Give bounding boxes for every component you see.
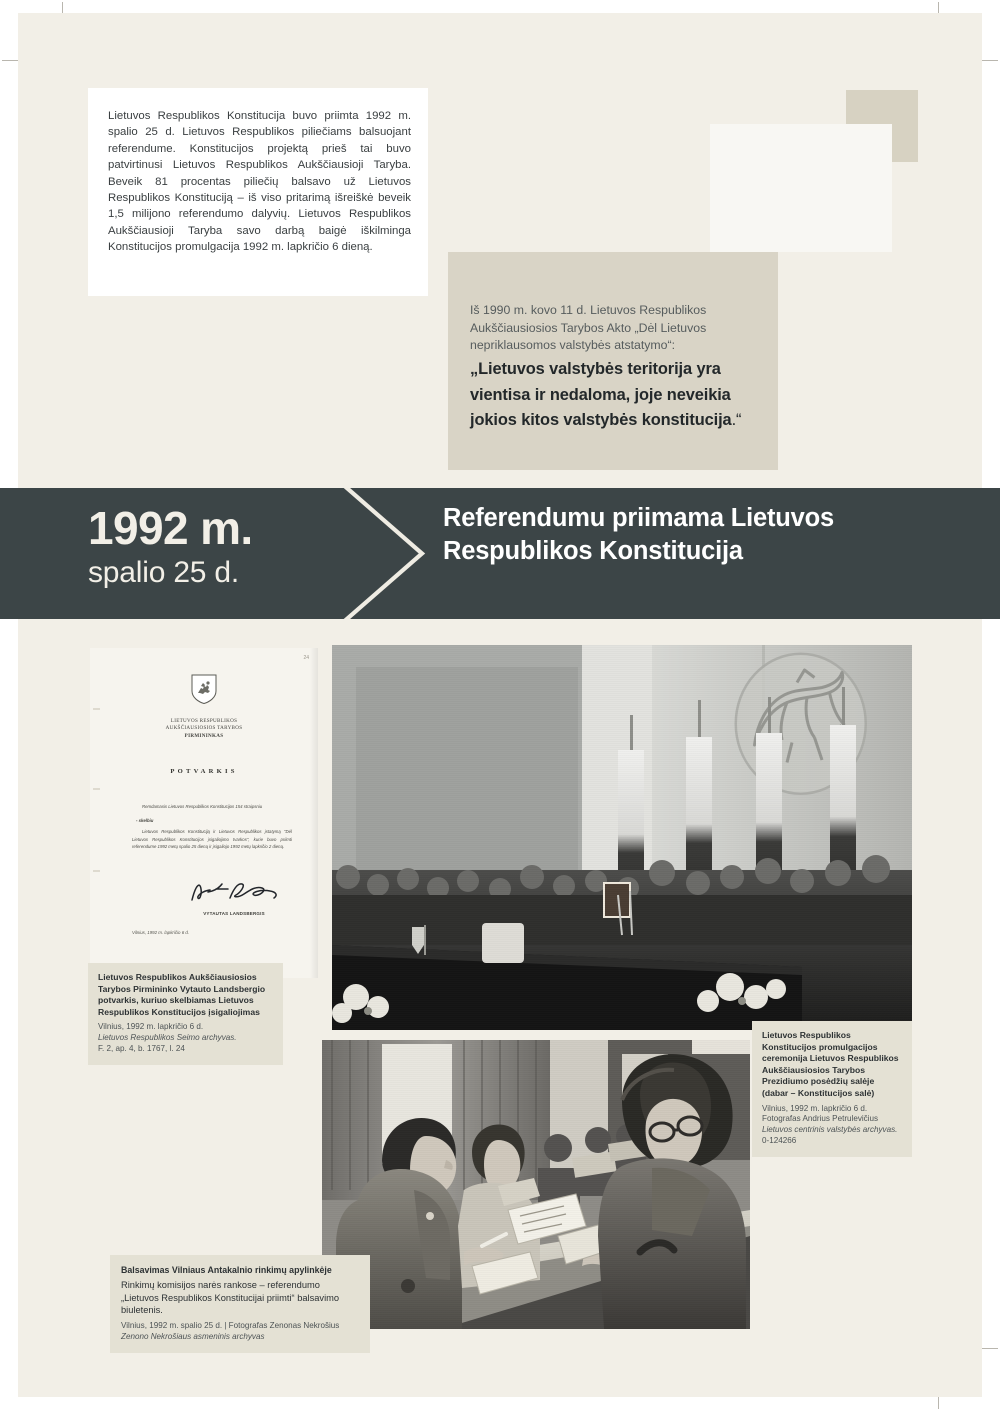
- document-header: [90, 718, 318, 740]
- decorative-square-white: [710, 124, 892, 252]
- caption-ceremony: [752, 1021, 912, 1157]
- document-header-line3: PIRMININKAS: [184, 732, 224, 739]
- coat-of-arms-icon: [191, 674, 217, 704]
- quote-source: Iš 1990 m. kovo 11 d. Lietuvos Respublikos Aukščiausiosios Tarybos Akto „Dėl Lietuvos nepriklausomos valstybės atstatymo“:: [470, 303, 707, 353]
- document-title: POTVARKIS: [170, 768, 238, 775]
- caption-document: [88, 963, 283, 1065]
- document-page-number: 24: [303, 655, 309, 661]
- caption-ceremony-photographer: Fotografas Andrius Petrulevičius: [762, 1114, 879, 1124]
- quote-text-tail: .“: [731, 411, 742, 429]
- caption-document-place-date: Vilnius, 1992 m. lapkričio 6 d.: [98, 1022, 204, 1032]
- quote-text-body: „Lietuvos valstybės teritorija yra vientisa ir nedaloma, joje neveikia jokios kitos valstybės konstitucija: [470, 360, 732, 429]
- caption-voting-archive: Zenono Nekrošiaus asmeninis archyvas: [121, 1331, 265, 1341]
- document-signature-name: VYTAUTAS LANDSBERGIS: [203, 911, 265, 916]
- photo-grain: [332, 645, 912, 1030]
- banner-date: [88, 502, 378, 592]
- document-signature: [174, 880, 294, 916]
- banner-title: Referendumu priimama Lietuvos Respublikos Konstitucija: [443, 504, 834, 565]
- voting-photo: [322, 1040, 750, 1329]
- signature-icon: [186, 880, 282, 906]
- document-header-line1: LIETUVOS RESPUBLIKOS: [170, 718, 238, 724]
- caption-ceremony-archive: Lietuvos centrinis valstybės archyvas.: [762, 1125, 898, 1135]
- caption-voting: [110, 1255, 370, 1353]
- caption-document-title: Lietuvos Respublikos Aukščiausiosios Tarybos Pirmininko Vytauto Landsbergio potvarkis, kuriuo skelbiamas Lietuvos Respublikos Konstitucijos įsigaliojimas: [98, 972, 266, 1017]
- caption-ceremony-place-date: Vilnius, 1992 m. lapkričio 6 d.: [762, 1103, 868, 1113]
- banner-day: spalio 25 d.: [88, 556, 240, 589]
- caption-voting-description: Rinkimų komisijos narės rankose – referendumo „Lietuvos Respublikos Konstitucijai priimti“ balsavimo biuletenis.: [121, 1280, 340, 1316]
- caption-ceremony-reference: 0-124266: [762, 1136, 797, 1146]
- caption-document-reference: F. 2, ap. 4, b. 1767, l. 24: [98, 1044, 185, 1054]
- document-header-line2: AUKŠČIAUSIOSIOS TARYBOS: [165, 725, 243, 732]
- punch-mark: [93, 870, 100, 872]
- document-edge-shadow: [310, 648, 318, 978]
- caption-voting-title: Balsavimas Vilniaus Antakalnio rinkimų apylinkėje: [121, 1265, 332, 1275]
- punch-mark: [93, 788, 100, 790]
- photo-grain: [322, 1040, 750, 1329]
- punch-mark: [93, 708, 100, 710]
- document-body-line1: Remdamasis Lietuvos Respublikos Konstitucijos 154 straipsniu: [142, 804, 263, 809]
- quote-text: [470, 357, 762, 434]
- ceremony-photo: [332, 645, 912, 1030]
- document-body: [132, 803, 292, 851]
- document-body-line3: Lietuvos Respublikos Konstituciją ir Lietuvos Respublikos įstatymą "Dėl Lietuvos Respublikos Konstitucijos įsigaliojimo tvarkos", kurie buvo priimti referendume 1992 metų spalio 25 dieną ir įsigaliojo 1992 metų lapkričio 2 dieną.: [132, 829, 292, 850]
- intro-paragraph: Lietuvos Respublikos Konstitucija buvo priimta 1992 m. spalio 25 d. Lietuvos Respublikos piliečiams balsuojant referendume. Konstitucijos projektą prieš tai buvo patvirtinusi Lietuvos Respublikos Aukščiausioji Taryba. Beveik 81 procentas piliečių balsavo už Lietuvos Respublikos Konstituciją – iš viso pritarimą išreiškė beveik 1,5 milijono referendumo dalyvių. Lietuvos Respublikos Aukščiausioji Taryba savo darbą baigė iškilminga Konstitucijos promulgacija 1992 m. lapkričio 6 dieną.: [108, 110, 411, 254]
- caption-ceremony-title: Lietuvos Respublikos Konstitucijos promulgacijos ceremonija Lietuvos Respublikos Aukščiausiosios Tarybos Prezidiumo posėdžių salėje (dabar – Konstitucijos salė): [762, 1030, 899, 1098]
- caption-voting-place-date: Vilnius, 1992 m. spalio 25 d. | Fotografas Zenonas Nekrošius: [121, 1320, 340, 1330]
- document-body-skelbiu: - skelbiu: [136, 817, 154, 823]
- document-date: Vilnius, 1992 m. lapkričio 6 d.: [132, 930, 190, 935]
- banner-year: 1992 m.: [88, 502, 253, 554]
- caption-document-archive: Lietuvos Respublikos Seimo archyvas.: [98, 1033, 237, 1043]
- document-image: [90, 648, 318, 978]
